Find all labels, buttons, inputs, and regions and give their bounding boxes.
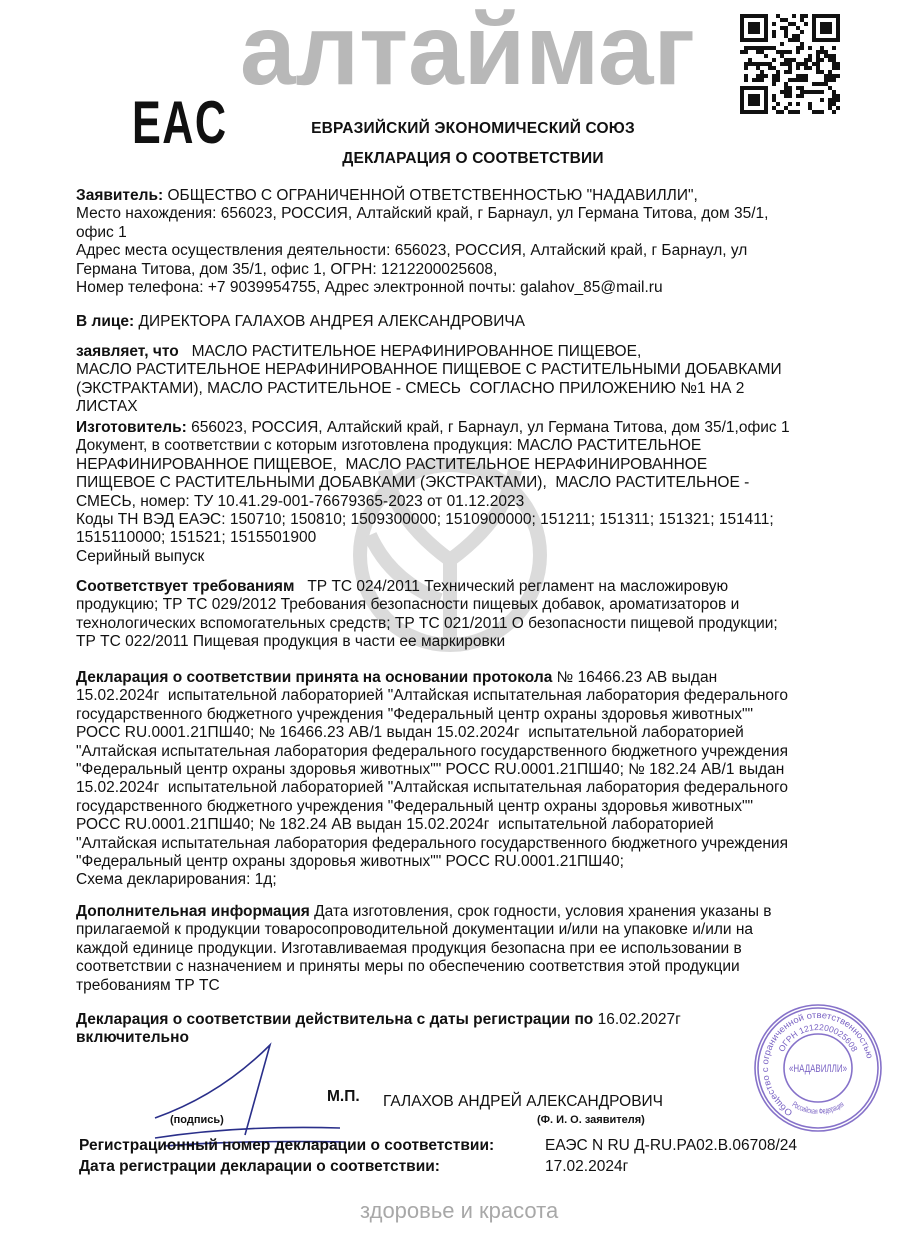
line-text: № 16466.23 АВ выдан: [552, 669, 718, 686]
line-text: прилагаемой к продукции товаросопроводительной документации и/или на упаковке и/или на: [76, 921, 754, 939]
text-line: [76, 419, 790, 437]
line-text: НЕРАФИНИРОВАННОЕ ПИЩЕВОЕ, МАСЛО РАСТИТЕЛЬНОЕ НЕРАФИНИРОВАННОЕ: [76, 455, 708, 473]
document-title: ДЕКЛАРАЦИЯ О СООТВЕТСТВИИ: [342, 150, 604, 167]
text-line: [76, 529, 790, 547]
line-text: ОБЩЕСТВО С ОГРАНИЧЕННОЙ ОТВЕТСТВЕННОСТЬЮ "НАДАВИЛЛИ",: [163, 187, 698, 204]
line-text: Дата изготовления, срок годности, условия хранения указаны в: [309, 903, 772, 920]
text-line: [76, 205, 768, 223]
line-text: 15.02.2024г испытательной лабораторией "Алтайская испытательная лаборатория федерального: [76, 687, 788, 705]
text-line: [76, 921, 772, 939]
text-line: [76, 1011, 681, 1029]
line-text: 16.02.2027г: [593, 1011, 681, 1028]
text-line: [76, 261, 768, 279]
registration-number-label: Регистрационный номер декларации о соответствии:: [79, 1137, 495, 1154]
registration-date-value: 17.02.2024г: [545, 1158, 629, 1175]
text-line: [76, 798, 788, 816]
line-text: продукцию; ТР ТС 029/2012 Требования безопасности пищевых добавок, ароматизаторов и: [76, 596, 740, 614]
text-line: [76, 835, 788, 853]
line-text: 656023, РОССИЯ, Алтайский край, г Барнаул, ул Германа Титова, дом 35/1,офис 1: [186, 419, 790, 436]
section-protocol: [76, 669, 788, 890]
section-label: Заявитель:: [76, 187, 164, 204]
line-text: Коды ТН ВЭД ЕАЭС: 150710; 150810; 1509300000; 1510900000; 151211; 151311; 151321; 151411;: [76, 511, 774, 529]
text-line: [76, 279, 768, 297]
text-line: [76, 977, 772, 995]
company-stamp: [753, 1003, 883, 1133]
line-text: "Федеральный центр охраны здоровья животных"" РОСС RU.0001.21ПШ40; № 182.24 АВ/1 выдан: [76, 761, 785, 779]
section-label: Дополнительная информация: [76, 903, 310, 920]
union-title: ЕВРАЗИЙСКИЙ ЭКОНОМИЧЕСКИЙ СОЮЗ: [311, 120, 635, 137]
stamp-ogrn: ОГРН 1212200025608: [776, 1021, 860, 1054]
qr-code: [740, 14, 840, 114]
text-line: [76, 380, 782, 398]
text-line: [76, 474, 790, 492]
line-text: "Федеральный центр охраны здоровья животных"" РОСС RU.0001.21ПШ40;: [76, 853, 624, 871]
line-text: офис 1: [76, 223, 127, 241]
watermark-brand: алтаймаг: [240, 0, 696, 106]
line-text: требованиям ТР ТС: [76, 976, 220, 994]
line-text: СМЕСЬ, номер: ТУ 10.41.29-001-76679365-2023 от 01.12.2023: [76, 492, 525, 510]
mp-label: М.П.: [327, 1088, 360, 1105]
text-line: [76, 313, 525, 331]
registration-number-value: ЕАЭС N RU Д-RU.РА02.В.06708/24: [545, 1137, 798, 1154]
text-line: [76, 596, 778, 614]
text-line: [76, 903, 772, 921]
line-text: ТР ТС 022/2011 Пищевая продукция в части ее маркировки: [76, 633, 506, 651]
text-line: [76, 456, 790, 474]
stamp-ring-text: Общество с ограниченной ответственностью: [759, 1009, 875, 1119]
line-text: "Алтайская испытательная лаборатория федерального государственного бюджетного учреждения: [76, 742, 788, 760]
line-text: технологических вспомогательных средств; ТР ТС 021/2011 О безопасности пищевой продукции;: [76, 614, 778, 632]
text-line: [76, 816, 788, 834]
line-text: 15.02.2024г испытательной лабораторией "Алтайская испытательная лаборатория федерального: [76, 779, 788, 797]
text-line: [76, 940, 772, 958]
signer-name: ГАЛАХОВ АНДРЕЙ АЛЕКСАНДРОВИЧ: [383, 1093, 664, 1110]
text-line: [76, 493, 790, 511]
section-additional-info: [76, 903, 772, 995]
section-tail: включительно: [76, 1029, 189, 1047]
section-label: Изготовитель:: [76, 419, 187, 436]
section-label: Декларация о соответствии принята на основании протокола: [76, 669, 553, 686]
text-line: [76, 615, 778, 633]
text-line: [76, 242, 768, 260]
text-line: [76, 669, 788, 687]
name-caption: (Ф. И. О. заявителя): [537, 1114, 645, 1126]
line-text: Германа Титова, дом 35/1, офис 1, ОГРН: 1212200025608,: [76, 260, 498, 278]
text-line: [76, 224, 768, 242]
text-line: [76, 958, 772, 976]
section-requirements: [76, 578, 778, 652]
line-text: РОСС RU.0001.21ПШ40; № 16466.23 АВ/1 выдан 15.02.2024г испытательной лабораторией: [76, 724, 744, 742]
line-text: ПИЩЕВОЕ С РАСТИТЕЛЬНЫМИ ДОБАВКАМИ (ЭКСТРАКТАМИ), МАСЛО РАСТИТЕЛЬНОЕ -: [76, 474, 750, 492]
text-line: [76, 761, 788, 779]
section-representative: [76, 313, 525, 331]
text-line: [76, 437, 790, 455]
line-text: Место нахождения: 656023, РОССИЯ, Алтайский край, г Барнаул, ул Германа Титова, дом 35/1,: [76, 205, 769, 223]
section-label: заявляет, что: [76, 343, 179, 360]
text-line: [76, 743, 788, 761]
text-line: [76, 511, 790, 529]
section-declares: [76, 343, 782, 417]
section-label: Соответствует требованиям: [76, 578, 295, 595]
line-text: государственного бюджетного учреждения "Федеральный центр охраны здоровья животных"": [76, 705, 753, 723]
eac-logo: EAC: [132, 89, 228, 156]
line-text: Адрес места осуществления деятельности: 656023, РОССИЯ, Алтайский край, г Барнаул, ул: [76, 242, 748, 260]
text-line: [76, 706, 788, 724]
section-label: В лице:: [76, 313, 135, 330]
text-line: [76, 548, 790, 566]
line-text: ДИРЕКТОРА ГАЛАХОВ АНДРЕЯ АЛЕКСАНДРОВИЧА: [134, 313, 526, 330]
line-text: МАСЛО РАСТИТЕЛЬНОЕ НЕРАФИНИРОВАННОЕ ПИЩЕВОЕ С РАСТИТЕЛЬНЫМИ ДОБАВКАМИ: [76, 361, 782, 379]
text-line: [76, 633, 778, 651]
line-text: государственного бюджетного учреждения "Федеральный центр охраны здоровья животных"": [76, 797, 753, 815]
line-text: Номер телефона: +7 9039954755, Адрес электронной почты: galahov_85@mail.ru: [76, 279, 663, 297]
text-line: [76, 187, 768, 205]
line-text: 1515110000; 151521; 1515501900: [76, 529, 317, 547]
line-text: каждой единице продукции. Изготавливаемая продукция безопасна при ее использовании в: [76, 939, 742, 957]
text-line: [76, 578, 778, 596]
stamp-bottom: Российская Федерация: [790, 1098, 847, 1117]
signature-mark: [150, 1040, 350, 1150]
line-text: МАСЛО РАСТИТЕЛЬНОЕ НЕРАФИНИРОВАННОЕ ПИЩЕВОЕ,: [178, 343, 642, 360]
stamp-center: «НАДАВИЛЛИ»: [789, 1063, 847, 1075]
text-line: [76, 779, 788, 797]
line-text: РОСС RU.0001.21ПШ40; № 182.24 АВ выдан 15.02.2024г испытательной лабораторией: [76, 816, 714, 834]
text-line: [76, 343, 782, 361]
text-line: [76, 871, 788, 889]
line-text: "Алтайская испытательная лаборатория федерального государственного бюджетного учреждения: [76, 834, 788, 852]
text-line: [76, 687, 788, 705]
line-text: ТР ТС 024/2011 Технический регламент на масложировую: [294, 578, 729, 595]
section-applicant: [76, 187, 768, 297]
section-manufacturer: [76, 419, 790, 566]
registration-date-label: Дата регистрации декларации о соответствии:: [79, 1158, 440, 1175]
line-text: соответствии с назначением и приняты меры по обеспечению соответствия этой продукции: [76, 958, 740, 976]
signature-caption: (подпись): [170, 1114, 224, 1126]
text-line: [76, 724, 788, 742]
line-text: Серийный выпуск: [76, 547, 205, 565]
text-line: [76, 853, 788, 871]
section-label: Декларация о соответствии действительна с даты регистрации по: [76, 1011, 594, 1028]
line-text: Схема декларирования: 1д;: [76, 871, 277, 889]
line-text: (ЭКСТРАКТАМИ), МАСЛО РАСТИТЕЛЬНОЕ - СМЕСЬ СОГЛАСНО ПРИЛОЖЕНИЮ №1 НА 2: [76, 379, 745, 397]
line-text: ЛИСТАХ: [76, 398, 138, 416]
text-line: [76, 361, 782, 379]
watermark-tagline: здоровье и красота: [360, 1198, 559, 1223]
line-text: Документ, в соответствии с которым изготовлена продукция: МАСЛО РАСТИТЕЛЬНОЕ: [76, 437, 702, 455]
text-line: [76, 398, 782, 416]
